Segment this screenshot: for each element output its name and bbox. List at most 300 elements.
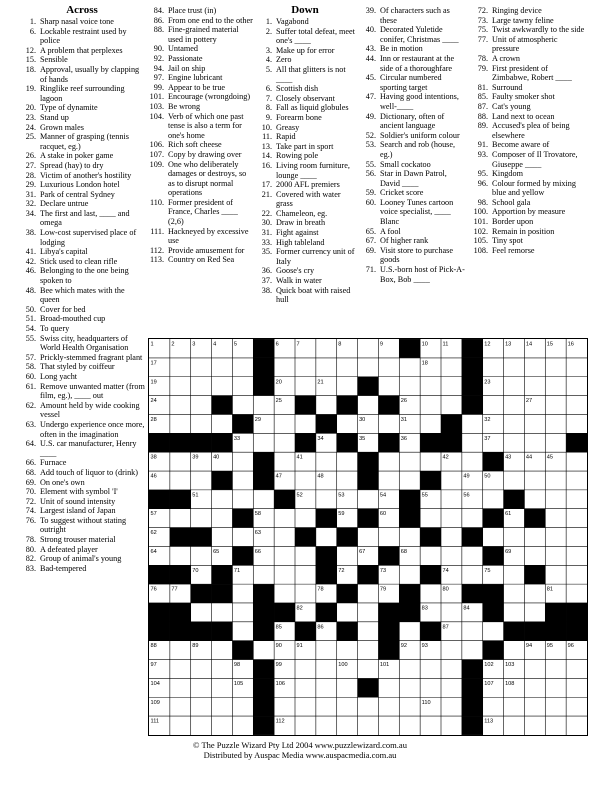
grid-cell-number: 97 [150, 662, 157, 669]
clue-text: A fool [380, 226, 401, 236]
grid-black-square [524, 565, 545, 584]
grid-cell-number: 9 [379, 341, 384, 348]
clue-number: 33. [261, 237, 272, 247]
grid-black-square [232, 414, 253, 433]
crossword-grid[interactable] [148, 338, 588, 736]
clue-text: Fight against [276, 228, 319, 238]
clue-number: 55. [25, 333, 36, 343]
clue-item [18, 564, 146, 574]
clue-item [18, 199, 146, 209]
grid-cell-number: 51 [192, 492, 199, 499]
clue-item [358, 25, 468, 44]
clue-number: 106. [149, 140, 164, 150]
clue-item [254, 46, 356, 56]
clue-text: Victim of another's hostility [40, 170, 132, 180]
grid-cell-number: 91 [296, 643, 303, 650]
grid-cell-number: 3 [192, 341, 196, 348]
clue-number: 113. [149, 255, 164, 265]
clue-number: 61. [25, 381, 36, 391]
clue-number: 66. [25, 458, 36, 468]
clue-item [146, 246, 254, 256]
clue-item [18, 17, 146, 27]
clue-item [254, 151, 356, 161]
grid-black-square [274, 490, 295, 509]
grid-cell-number: 77 [171, 586, 178, 593]
clue-number: 35. [261, 247, 272, 257]
clue-item [18, 27, 146, 46]
clue-number: 65. [365, 226, 376, 236]
grid-cell-number: 85 [275, 624, 282, 631]
clue-number: 10. [261, 122, 272, 132]
clue-text: A problem that perplexes [40, 45, 123, 55]
down-clues-column-1 [254, 4, 356, 305]
grid-black-square [149, 433, 170, 452]
clue-text: Stand up [40, 112, 69, 122]
clue-text: Provide amusement for [168, 245, 245, 255]
clue-item [254, 276, 356, 286]
grid-cell-number: 109 [150, 699, 160, 706]
grid-cell-number: 101 [379, 662, 390, 669]
clue-item [358, 188, 468, 198]
clue-number: 52. [365, 130, 376, 140]
clue-text: Become aware of [492, 140, 550, 150]
grid-cell-number: 95 [546, 643, 554, 650]
clue-text: Covered with water grass [276, 189, 341, 209]
grid-cell-number: 19 [150, 379, 157, 386]
clue-text: U.S.-born host of Pick-A-Box, Bob ____ [380, 265, 465, 284]
clue-text: Goose's cry [276, 266, 315, 276]
clue-number: 63. [25, 419, 36, 429]
grid-black-square [420, 565, 441, 584]
clue-text: Make up for error [276, 45, 335, 55]
clue-text: Fall as liquid globules [276, 103, 349, 113]
grid-black-square [462, 697, 483, 716]
clue-text: Encourage (wrongdoing) [168, 92, 251, 102]
clue-item [254, 190, 356, 209]
clue-item [358, 227, 468, 237]
grid-cell-number: 102 [484, 662, 494, 669]
grid-black-square [212, 622, 233, 641]
clue-item [146, 255, 254, 265]
grid-black-square [483, 641, 504, 660]
clue-item [470, 179, 586, 198]
grid-black-square [170, 433, 191, 452]
clue-number: 89. [477, 121, 488, 131]
clue-text: Sensible [40, 55, 68, 65]
clue-number: 102. [473, 226, 488, 236]
clue-number: 49. [365, 111, 376, 121]
grid-cell-number: 10 [421, 341, 428, 348]
grid-cell-number: 50 [484, 473, 491, 480]
clue-text: That styled by coiffeur [40, 362, 115, 372]
grid-black-square [212, 584, 233, 603]
clue-item [146, 64, 254, 74]
clue-text: High tableland [276, 237, 325, 247]
grid-black-square [253, 339, 274, 358]
grid-cell-number: 12 [484, 341, 491, 348]
clue-item [18, 103, 146, 113]
grid-black-square [253, 603, 274, 622]
clue-number: 75. [477, 25, 488, 35]
distributor-line: Distributed by Auspac Media www.auspacmedia.com.au [203, 750, 397, 760]
grid-cell-number: 33 [233, 435, 241, 442]
grid-cell-number: 11 [442, 341, 449, 348]
clue-item [254, 27, 356, 46]
grid-black-square [232, 509, 253, 528]
clue-number: 97. [153, 73, 164, 83]
grid-black-square [253, 660, 274, 679]
clue-text: Copy by drawing over [168, 149, 242, 159]
clue-text: Undergo experience once more, often in the imagination [40, 419, 145, 439]
grid-black-square [337, 622, 358, 641]
clue-item [18, 209, 146, 228]
clue-number: 36. [261, 266, 272, 276]
grid-cell-number: 106 [275, 680, 286, 687]
clue-text: Add touch of liquor to (drink) [40, 467, 139, 477]
clue-item [470, 227, 586, 237]
clue-item [18, 554, 146, 564]
clue-number: 29. [25, 180, 36, 190]
clue-text: Sharp nasal voice tone [40, 17, 114, 26]
clue-text: Cat's young [492, 101, 531, 111]
grid-cell-number: 37 [484, 435, 491, 442]
clue-number: 69. [25, 477, 36, 487]
clue-item [358, 169, 468, 188]
clue-number: 55. [365, 159, 376, 169]
grid-cell-number: 93 [421, 643, 428, 650]
clue-item [18, 468, 146, 478]
clue-text: Suffer total defeat, meet one's ____ [276, 26, 355, 46]
clue-text: Accused's plea of being elsewhere [492, 121, 570, 140]
clue-text: Bee which mates with the queen [40, 285, 125, 305]
clue-text: Cover for bed [40, 304, 86, 314]
across-clues-column-2 [146, 6, 254, 265]
clue-number: 6. [265, 84, 272, 94]
clue-item [358, 112, 468, 131]
clue-item [358, 44, 468, 54]
grid-cell-number: 27 [525, 398, 533, 405]
clue-number: 73. [477, 15, 488, 25]
clue-item [18, 123, 146, 133]
clue-number: 109. [149, 159, 164, 169]
grid-black-square [337, 433, 358, 452]
clue-text: Circular numbered sporting target [380, 73, 442, 92]
clue-number: 31. [261, 228, 272, 238]
clue-item [470, 169, 586, 179]
clue-item [254, 209, 356, 219]
clue-item [18, 516, 146, 535]
clue-number: 111. [150, 226, 164, 236]
grid-black-square [232, 641, 253, 660]
clue-text: First president of Zimbabwe, Robert ____ [492, 63, 572, 83]
grid-cell-number: 31 [400, 416, 408, 423]
grid-black-square [212, 471, 233, 490]
clue-item [358, 73, 468, 92]
clue-item [254, 103, 356, 113]
clue-text: Manner of grasping (tennis racquet, eg.) [40, 132, 129, 151]
clue-item [18, 314, 146, 324]
grid-cell-number: 29 [254, 416, 262, 423]
clue-item [18, 190, 146, 200]
grid-black-square [149, 603, 170, 622]
clue-item [18, 420, 146, 439]
clue-item [254, 17, 356, 27]
grid-cell-number: 70 [192, 567, 199, 574]
grid-cell-number: 22 [359, 379, 366, 386]
clue-item [470, 112, 586, 122]
clue-number: 17. [261, 180, 272, 190]
grid-cell-number: 18 [421, 360, 428, 367]
clue-text: Tiny spot [492, 236, 523, 246]
grid-cell-number: 79 [379, 586, 387, 593]
grid-cell-number: 30 [359, 416, 366, 423]
clue-item [470, 92, 586, 102]
clue-text: Libya's capital [40, 247, 88, 257]
clue-text: Rich soft cheese [168, 140, 222, 150]
grid-cell-number: 35 [359, 435, 366, 442]
grid-black-square [295, 433, 316, 452]
clue-number: 88. [153, 25, 164, 35]
grid-black-square [420, 622, 441, 641]
clue-text: Grown males [40, 122, 84, 132]
clue-text: Kingdom [492, 169, 523, 179]
grid-cell-number: 6 [275, 341, 279, 348]
grid-black-square [191, 622, 212, 641]
grid-cell-number: 7 [296, 341, 300, 348]
clue-number: 80. [25, 544, 36, 554]
clue-item [254, 113, 356, 123]
grid-cell-number: 89 [192, 643, 199, 650]
clue-text: Remove unwanted matter (from film, eg.), ____ out [40, 381, 145, 401]
clue-number: 54. [25, 324, 36, 333]
clue-item [254, 218, 356, 228]
clue-item [18, 247, 146, 257]
clue-item [18, 439, 146, 458]
clue-number: 27. [25, 160, 36, 170]
clue-number: 112. [149, 245, 164, 255]
grid-black-square [295, 396, 316, 415]
clue-item [470, 102, 586, 112]
clue-item [254, 238, 356, 248]
clue-number: 26. [25, 151, 36, 161]
clue-text: A crown [492, 53, 520, 63]
grid-cell-number: 110 [421, 699, 431, 706]
grid-black-square [316, 509, 337, 528]
clue-item [18, 266, 146, 285]
grid-black-square [170, 603, 191, 622]
clue-item [18, 334, 146, 353]
grid-black-square [462, 358, 483, 377]
clue-text: Surround [492, 82, 523, 92]
clue-item [358, 140, 468, 159]
grid-black-square [462, 678, 483, 697]
clue-number: 4. [265, 55, 272, 65]
clue-item [470, 54, 586, 64]
grid-cell-number: 59 [338, 511, 345, 518]
clue-item [18, 535, 146, 545]
grid-black-square [212, 433, 233, 452]
clue-text: Engine lubricant [168, 73, 223, 83]
grid-black-square [524, 509, 545, 528]
grid-black-square [358, 509, 379, 528]
grid-cell-number: 99 [275, 662, 282, 669]
clue-text: Spread (hay) to dry [40, 160, 104, 170]
grid-black-square [462, 528, 483, 547]
clue-item [18, 372, 146, 382]
grid-cell-number: 80 [442, 586, 449, 593]
grid-cell-number: 60 [379, 511, 387, 518]
clue-item [254, 161, 356, 180]
grid-black-square [253, 358, 274, 377]
clue-text: One who deliberately damages or destroys, so as to disrupt normal operations [168, 159, 247, 198]
clue-item [470, 236, 586, 246]
clue-text: Country on Red Sea [168, 255, 235, 265]
clue-text: Be in motion [380, 44, 423, 54]
clue-text: Twist awkwardly to the side [492, 25, 585, 35]
grid-cell-number: 40 [213, 454, 220, 461]
grid-black-square [253, 471, 274, 490]
clue-item [358, 6, 468, 25]
clue-number: 31. [25, 189, 36, 199]
clue-text: Swiss city, headquarters of World Health Organisation [40, 333, 129, 353]
clue-item [358, 160, 468, 170]
clue-item [18, 171, 146, 181]
clue-number: 16. [261, 160, 272, 170]
clue-number: 47. [365, 92, 376, 102]
clue-number: 20. [25, 103, 36, 113]
clue-number: 7. [265, 93, 272, 103]
clue-number: 86. [153, 15, 164, 25]
grid-black-square [399, 603, 420, 622]
clue-number: 90. [153, 44, 164, 54]
clue-text: Vagabond [276, 17, 309, 26]
clue-number: 72. [25, 496, 36, 506]
clue-number: 23. [25, 112, 36, 122]
clue-item [18, 132, 146, 151]
grid-black-square [483, 546, 504, 565]
grid-black-square [170, 565, 191, 584]
clue-text: Prickly-stemmed fragrant plant [40, 352, 143, 362]
clue-number: 42. [25, 256, 36, 266]
clue-number: 96. [477, 178, 488, 188]
clue-number: 53. [365, 140, 376, 150]
clue-text: Cricket score [380, 188, 424, 198]
grid-cell-number: 69 [505, 548, 512, 555]
grid-cell-number: 104 [150, 680, 160, 687]
clue-number: 91. [477, 140, 488, 150]
clue-item [358, 131, 468, 141]
clue-text: Border upon [492, 217, 534, 227]
grid-cell-number: 57 [150, 511, 157, 518]
clue-item [470, 140, 586, 150]
grid-cell-number: 1 [150, 341, 154, 348]
down-clues-column-2 [358, 6, 468, 284]
clue-number: 67. [365, 236, 376, 246]
clue-number: 59. [365, 188, 376, 198]
clue-number: 38. [261, 285, 272, 295]
clue-number: 32. [25, 199, 36, 209]
clue-text: Living room furniture, lounge ____ [276, 160, 350, 180]
across-heading: Across [66, 4, 98, 16]
clue-item [146, 160, 254, 198]
clue-number: 14. [261, 151, 272, 161]
clue-text: Soldier's uniform colour [380, 130, 460, 140]
clue-lists [18, 4, 586, 573]
grid-black-square [253, 716, 274, 735]
down-clues-column-3 [470, 6, 586, 255]
grid-cell-number: 55 [421, 492, 428, 499]
clue-text: Walk in water [276, 276, 322, 286]
grid-cell-number: 38 [150, 454, 157, 461]
clue-item [146, 112, 254, 141]
clue-text: Hackneyed by excessive use [168, 226, 249, 246]
clue-number: 24. [25, 122, 36, 132]
grid-cell-number: 113 [484, 718, 494, 725]
grid-cell-number: 105 [233, 680, 244, 687]
grid-cell-number: 26 [400, 398, 408, 405]
clue-item [146, 83, 254, 93]
clue-text: Former currency unit of Italy [276, 247, 355, 266]
down-heading: Down [291, 4, 319, 16]
clue-item [470, 83, 586, 93]
clue-item [18, 478, 146, 488]
grid-cell-number: 75 [484, 567, 491, 574]
grid-cell-number: 107 [484, 680, 494, 687]
clue-text: From one end to the other [168, 15, 253, 25]
grid-black-square [566, 622, 587, 641]
clue-text: U.S. car manufacturer, Henry ____ [40, 439, 137, 458]
clue-text: Feel remorse [492, 245, 535, 255]
clue-item [146, 16, 254, 26]
clue-number: 60. [365, 197, 376, 207]
clue-text: Group of animal's young [40, 554, 122, 564]
clue-item [18, 497, 146, 507]
clue-text: Land next to ocean [492, 111, 555, 121]
grid-black-square [212, 565, 233, 584]
clue-number: 99. [153, 82, 164, 92]
grid-cell-number: 78 [317, 586, 324, 593]
grid-black-square [170, 528, 191, 547]
clue-text: To query [40, 324, 70, 333]
clue-text: Place trust (in) [168, 6, 217, 15]
clue-item [470, 207, 586, 217]
grid-black-square [253, 377, 274, 396]
grid-cell-number: 61 [505, 511, 512, 518]
grid-black-square [378, 546, 399, 565]
clue-text: Low-cost supervised place of lodging [40, 228, 137, 247]
clue-item [18, 382, 146, 401]
clue-item [18, 545, 146, 555]
clue-number: 108. [473, 245, 488, 255]
clue-text: Unit of sound intensity [40, 496, 116, 506]
clue-text: Lockable restraint used by police [40, 26, 127, 46]
grid-black-square [253, 678, 274, 697]
clue-item [146, 198, 254, 227]
grid-black-square [462, 716, 483, 735]
grid-black-square [191, 528, 212, 547]
clue-text: Declare untrue [40, 199, 89, 209]
clue-number: 69. [365, 245, 376, 255]
clue-item [470, 246, 586, 256]
clue-number: 8. [265, 103, 272, 113]
clue-text: Approval, usually by clapping of hands [40, 64, 140, 84]
clue-item [18, 84, 146, 103]
clue-number: 100. [473, 207, 488, 217]
clue-text: Chameleon, eg. [276, 208, 328, 218]
clue-number: 1. [265, 17, 272, 26]
grid-cell-number: 13 [505, 341, 512, 348]
grid-black-square [378, 396, 399, 415]
